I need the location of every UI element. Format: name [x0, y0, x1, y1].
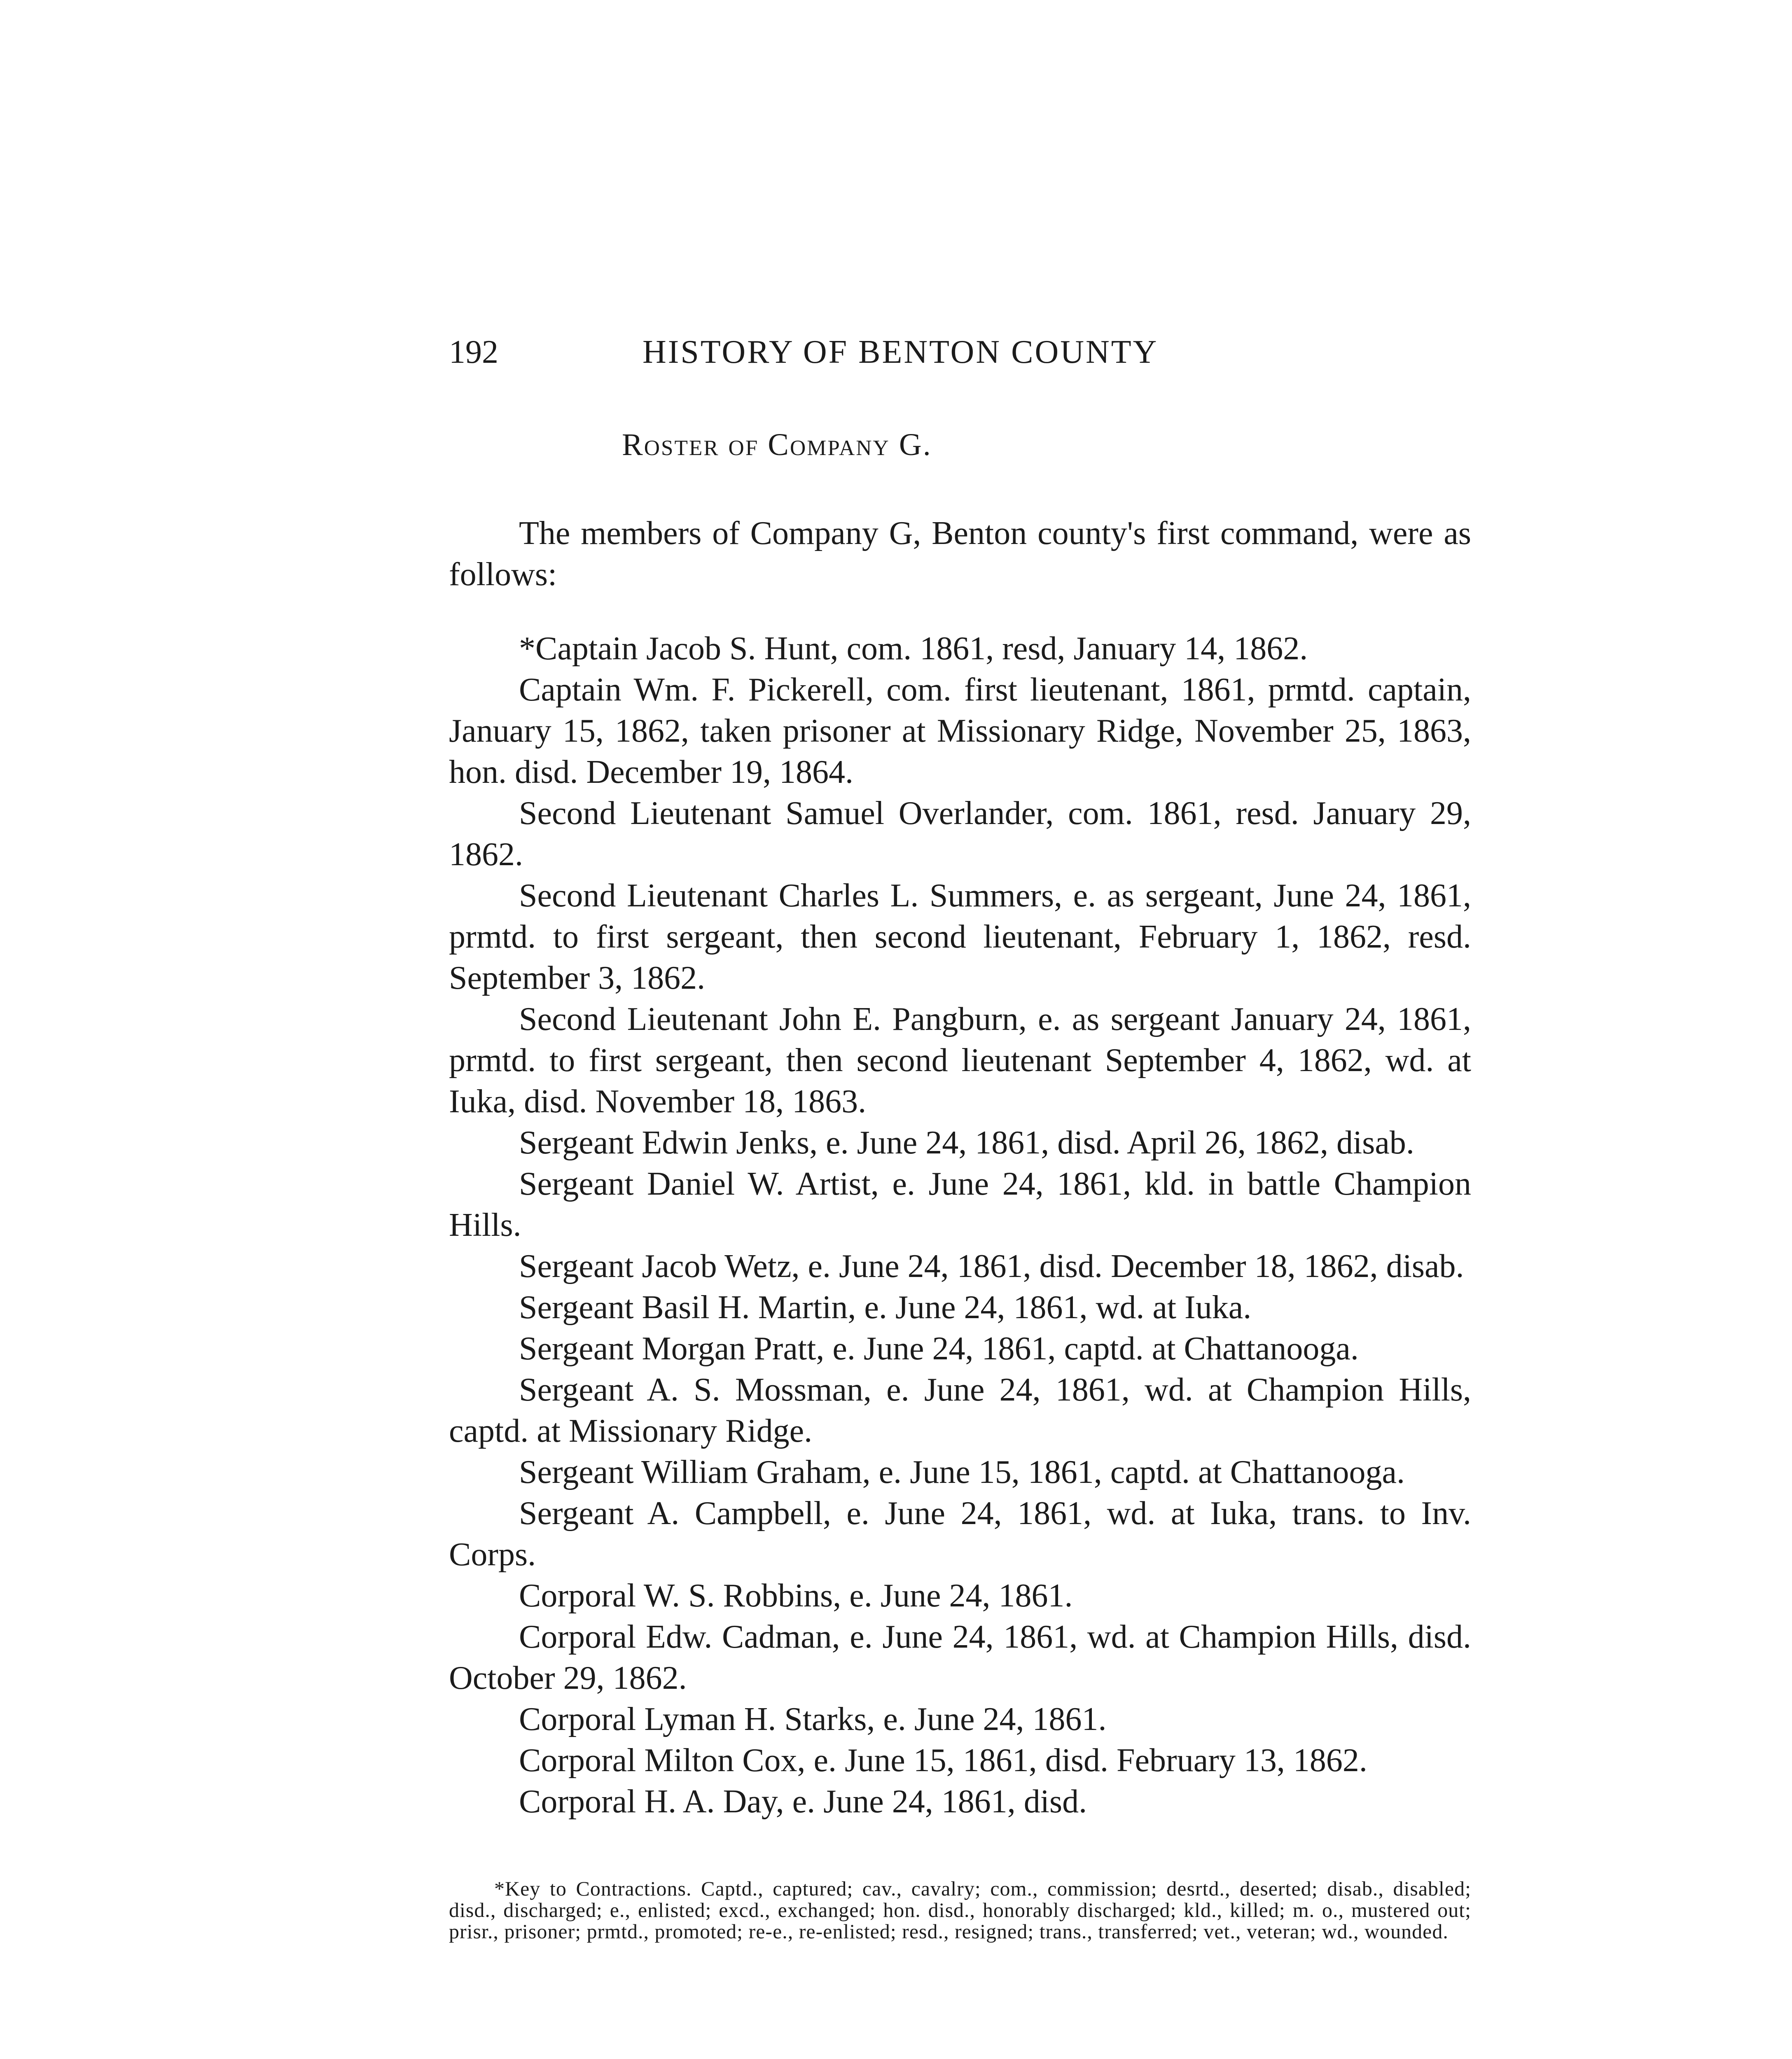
- roster-entry: Sergeant Edwin Jenks, e. June 24, 1861, disd. April 26, 1862, disab.: [519, 1125, 1414, 1161]
- book-page: [449, 329, 1471, 1963]
- running-head: [449, 329, 1471, 375]
- roster-entry: Sergeant William Graham, e. June 15, 1861, captd. at Chattanooga.: [519, 1454, 1405, 1490]
- roster-entry: Sergeant Jacob Wetz, e. June 24, 1861, disd. December 18, 1862, disab.: [519, 1248, 1464, 1284]
- roster-entry: Corporal Lyman H. Starks, e. June 24, 1861.: [519, 1701, 1107, 1737]
- roster-entry: Corporal Edw. Cadman, e. June 24, 1861, wd. at Champion Hills, disd. October 29, 1862.: [449, 1619, 1471, 1696]
- roster-entry: Sergeant A. Campbell, e. June 24, 1861, wd. at Iuka, trans. to Inv. Corps.: [449, 1495, 1471, 1573]
- roster-entry: Corporal W. S. Robbins, e. June 24, 1861.: [519, 1578, 1073, 1614]
- roster-entry: Corporal Milton Cox, e. June 15, 1861, disd. February 13, 1862.: [519, 1742, 1367, 1779]
- footnote: *Key to Contractions. Captd., captured; cav., cavalry; com., commission; desrtd., deserted; disab., disabled; disd., discharged; e., enlisted; excd., exchanged; hon. disd., honorably discharged; kld., killed; m. o., mustered out; prisr., prisoner; prmtd., promoted; re-e., re-enlisted; resd., resigned; trans., transferred; vet., veteran; wd., wounded.: [449, 1877, 1471, 1943]
- roster-entry: Sergeant Morgan Pratt, e. June 24, 1861, captd. at Chattanooga.: [519, 1331, 1359, 1367]
- book-title: HISTORY OF BENTON COUNTY: [643, 334, 1159, 370]
- roster-entry: Sergeant Basil H. Martin, e. June 24, 1861, wd. at Iuka.: [519, 1289, 1252, 1326]
- roster-entry: Second Lieutenant Samuel Overlander, com. 1861, resd. January 29, 1862.: [449, 795, 1471, 873]
- roster-entry: Corporal H. A. Day, e. June 24, 1861, disd.: [519, 1784, 1087, 1820]
- page-number: 192: [449, 334, 498, 370]
- roster-entry: Captain Wm. F. Pickerell, com. first lieutenant, 1861, prmtd. captain, January 15, 1862, taken prisoner at Missionary Ridge, November 25, 1863, hon. disd. December 19, 1864.: [449, 672, 1471, 790]
- roster-list: [449, 628, 1471, 1822]
- roster-entry: Sergeant A. S. Mossman, e. June 24, 1861, wd. at Champion Hills, captd. at Missionary Ridge.: [449, 1372, 1471, 1449]
- roster-entry: Second Lieutenant Charles L. Summers, e. as sergeant, June 24, 1861, prmtd. to first sergeant, then second lieutenant, February 1, 1862, resd. September 3, 1862.: [449, 878, 1471, 996]
- intro-paragraph: The members of Company G, Benton county's first command, were as follows:: [449, 515, 1471, 593]
- roster-entry: *Captain Jacob S. Hunt, com. 1861, resd, January 14, 1862.: [519, 630, 1308, 667]
- roster-entry: Sergeant Daniel W. Artist, e. June 24, 1861, kld. in battle Champion Hills.: [449, 1166, 1471, 1243]
- roster-entry: Second Lieutenant John E. Pangburn, e. as sergeant January 24, 1861, prmtd. to first sergeant, then second lieutenant September 4, 1862, wd. at Iuka, disd. November 18, 1863.: [449, 1001, 1471, 1120]
- section-title: Roster of Company G.: [622, 427, 932, 462]
